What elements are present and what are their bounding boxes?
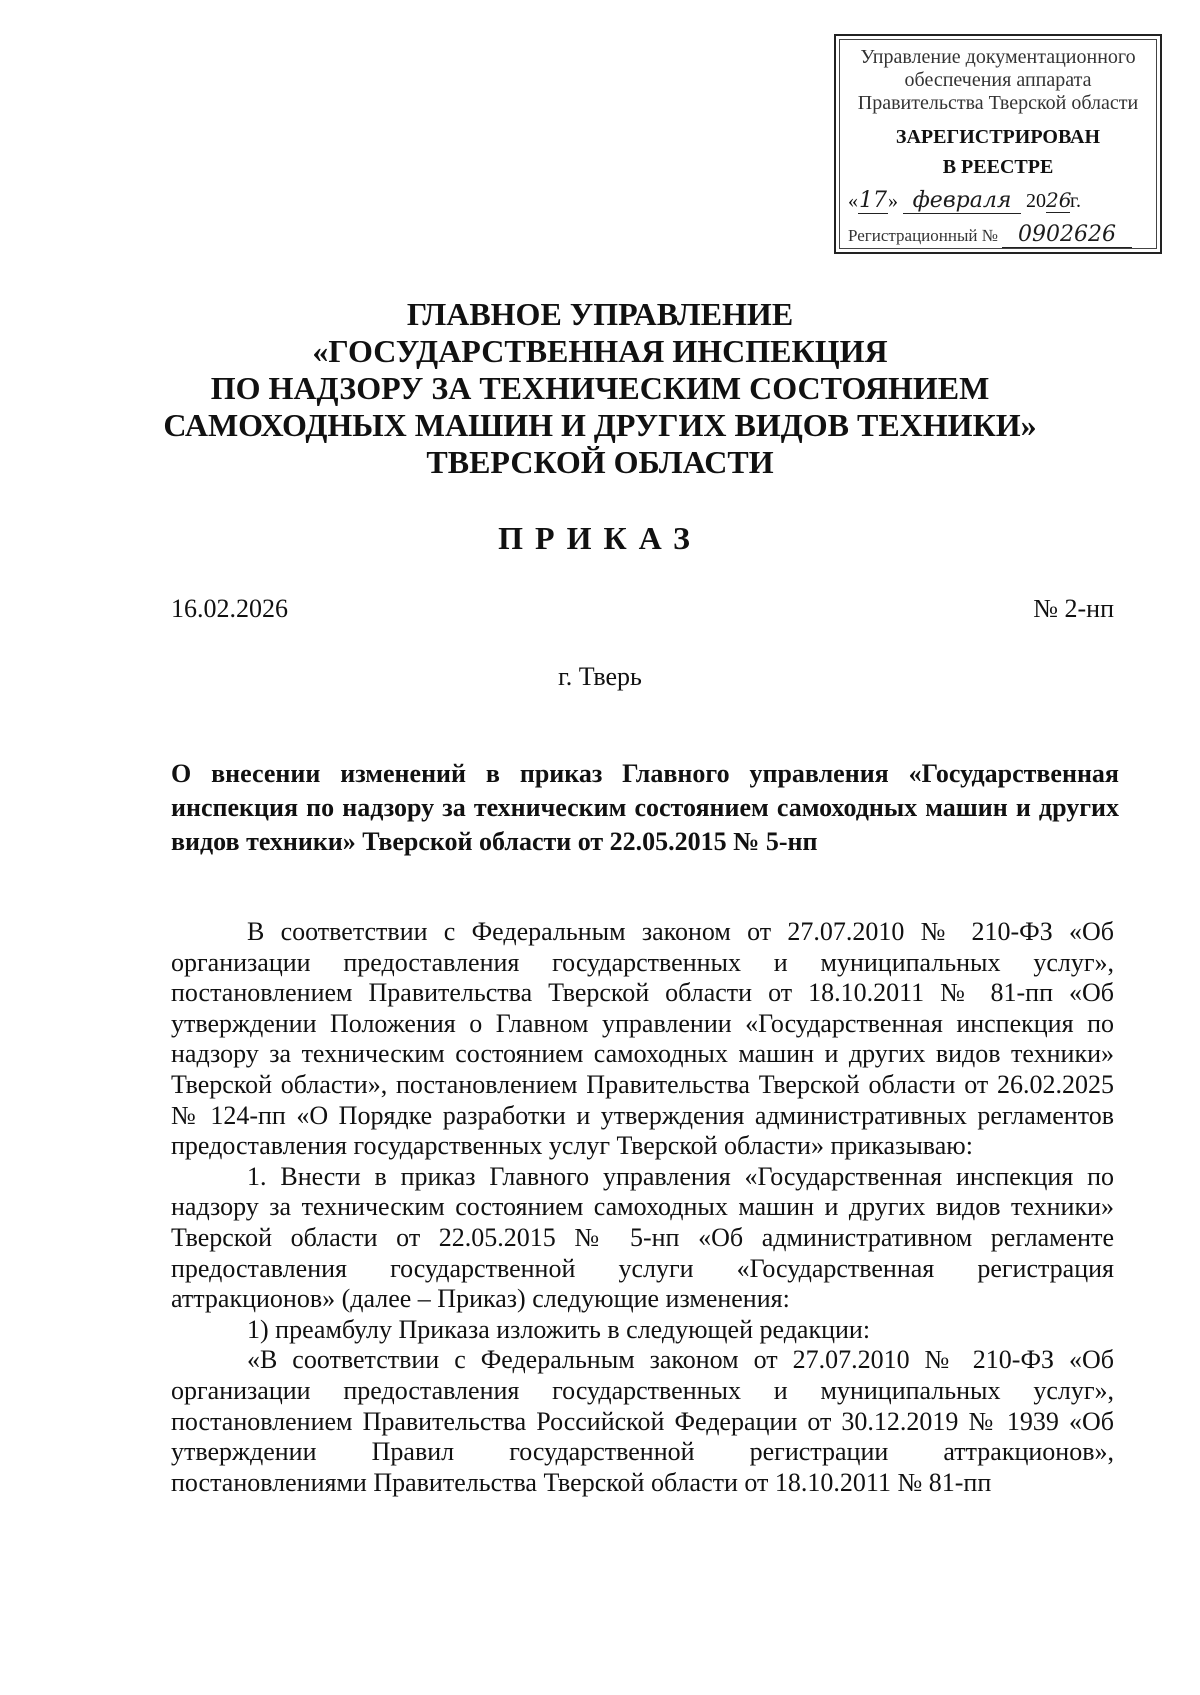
document-subject: О внесении изменений в приказ Главного управления «Государственная инспекция по надзору за техническим состоянием самоходных машин и других видов техники» Тверской области от 22.05.2015 № 5-нп — [171, 759, 1119, 856]
stamp-org-line: Управление документационного — [860, 46, 1136, 68]
body-paragraph: В соответствии с Федеральным законом от 27.07.2010 № 210-ФЗ «Об организации предоставления государственных и муниципальных услуг», постановлением Правительства Тверской области от 18.10.2011 № 81-пп «Об утверждении Положения о Главном управлении «Государственная инспекция по надзору за техническим состоянием самоходных машин и других видов техники» Тверской области», постановлением Правительства Тверской области от 26.02.2025 № 124-пп «О Порядке разработки и утверждения административных регламентов предоставления государственных услуг Тверской области» приказываю: — [171, 917, 1114, 1161]
stamp-org-line: Правительства Тверской области — [857, 92, 1139, 114]
agency-heading — [0, 296, 1200, 481]
document-date: 16.02.2026 — [171, 594, 288, 623]
stamp-year-unit: г. — [1070, 190, 1081, 212]
heading-line: ПО НАДЗОРУ ЗА ТЕХНИЧЕСКИМ СОСТОЯНИЕМ — [210, 370, 990, 406]
heading-line: ТВЕРСКОЙ ОБЛАСТИ — [426, 444, 774, 480]
stamp-year-prefix: 20 — [1026, 190, 1046, 212]
stamp-handwritten-day: 17 — [859, 188, 887, 213]
heading-line: САМОХОДНЫХ МАШИН И ДРУГИХ ВИДОВ ТЕХНИКИ» — [163, 407, 1037, 443]
stamp-number-label: Регистрационный № — [848, 226, 998, 245]
body-paragraph: 1. Внести в приказ Главного управления «Государственная инспекция по надзору за техническим состоянием самоходных машин и других видов техники» Тверской области от 22.05.2015 № 5-нп «Об административном регламенте предоставления государственной услуги «Государственная регистрация аттракционов» (далее – Приказ) следующие изменения: — [171, 1161, 1114, 1314]
document-city: г. Тверь — [558, 662, 642, 691]
stamp-handwritten-year: 26 — [1046, 188, 1072, 212]
stamp-handwritten-number: 0902626 — [1002, 222, 1132, 248]
document-number: № 2-нп — [1033, 594, 1114, 623]
stamp-reg-line: В РЕЕСТРЕ — [942, 156, 1054, 178]
stamp-date-line: «17» февраля 2026г. — [848, 188, 1081, 213]
stamp-inner-border — [839, 39, 1157, 249]
stamp-org-line: обеспечения аппарата — [904, 69, 1092, 91]
heading-line: ГЛАВНОЕ УПРАВЛЕНИЕ — [406, 296, 794, 332]
body-paragraph: «В соответствии с Федеральным законом от 27.07.2010 № 210-ФЗ «Об организации предоставления государственных и муниципальных услуг», постановлением Правительства Российской Федерации от 30.12.2019 № 1939 «Об утверждении Правил государственной регистрации аттракционов», постановлениями Правительства Тверской области от 18.10.2011 № 81-пп — [171, 1345, 1114, 1497]
registration-stamp — [834, 34, 1162, 254]
stamp-number-line — [848, 222, 1150, 248]
body-paragraph: 1) преамбулу Приказа изложить в следующей редакции: — [247, 1314, 871, 1344]
heading-line: «ГОСУДАРСТВЕННАЯ ИНСПЕКЦИЯ — [312, 333, 888, 369]
document-type-title: ПРИКАЗ — [498, 520, 702, 556]
stamp-handwritten-month: февраля — [903, 188, 1021, 214]
stamp-organization — [840, 46, 1156, 115]
stamp-registered-label — [840, 122, 1156, 182]
document-body — [171, 917, 1114, 1498]
stamp-reg-line: ЗАРЕГИСТРИРОВАН — [895, 126, 1101, 148]
